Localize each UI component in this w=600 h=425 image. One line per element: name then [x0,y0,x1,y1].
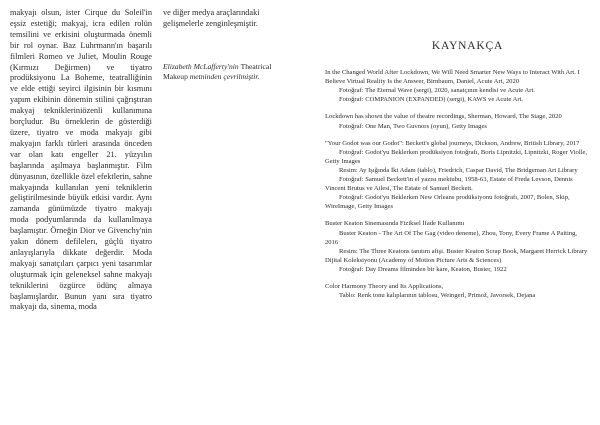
references-list [325,68,590,300]
article-column-2 [163,8,295,82]
reference-entry [325,112,590,130]
article-column-1: makyajı olsun, ister Cirque du Soleil'in eşsiz estetiği; makyaj, icra edilen rolün temsilini ve erkisini oluşturmada önemli bir rol oynar. Baz Luhrmann'ın başarılı filmleri Romeo ve Juliet, Moulin Rouge (Kırmızı Değirmen) ve tiyatro prodüksiyonu La Boheme, teatralliğinin ve elde ettiği seyirci ilgisinin bir kısmını yapım ekibinin dönemin stilini çağrıştıran makyaj teknikleriniözenli kullanımına borçludur. Bu örneklerin de gösterdiği üzere, tiyatro ve moda makyajı gibi makyajın farklı türleri arasında önceden var olan katı engeller 21. yüzyılın başlarında aşılmaya başlanmıştır. Film dünyasının, özellikle özel efektlerin, sahne makyajında kullanılan yeni tekniklerin geliştirilmesinde büyük etkisi vardır. Aynı zamanda günümüzde tiyatro makyajı moda podyumlarında da kullanılmaya başlamıştır. Örneğin Dior ve Givenchy'nin yakın dönem defilelerı, güçlü tiyatro anlayışlarıyla dikkate değerdir. Moda makyajı sanatçıları çarpıcı yeni tasarımlar oluşturmak için geleneksel sahne makyajı tekniklerini özgürce ödünç almaya başlamışlardır. Bunun yanı sıra tiyatro makyajı da, sinema, moda [10,8,152,312]
reference-entry [325,219,590,274]
note-author: Elizabeth McLafferty'nin [163,61,239,71]
reference-credit: Resim: The Three Keatons tanıtım afişi. Buster Keaton Scrap Book, Margaret Herrick Library Dijital Koleksiyonu (Academy of Motion Picture Arts & Sciences) [325,247,588,264]
translation-note [163,62,295,82]
reference-entry [325,282,590,300]
reference-main: Color Harmony Theory and Its Applications, [325,282,444,290]
reference-credit: Resim: Ay Işığında İki Adam (tablo), Friedrich, Caspar David, The Bridgeman Art Library [339,166,578,174]
reference-credit: Tablo: Renk tonu kalıplarının tablosu, Weingerl, Primož, Javorsek, Dejana [339,292,536,300]
article-column-2-text: ve diğer medya araçlarındaki gelişmelerle zenginleşmiştir. [163,8,260,28]
references-title: KAYNAKÇA [431,40,504,52]
reference-credit: Fotoğraf: COMPANION (EXPANDED) (sergi), KAWS ve Acute Art. [339,96,524,104]
reference-credit: Fotoğraf: One Man, Two Guvnors (oyun), Getty Images [339,122,487,130]
reference-credit: Fotoğraf: Godot'yu Beklerken New Orleans prodüksiyonu fotoğrafı, 2007, Bolen, Skip, WireImage, Getty Images [325,194,570,211]
reference-entry [325,68,590,104]
note-title: Theatrical Makeup [163,61,272,81]
reference-credit: Buster Keaton - The Art Of The Gag (video deneme), Zhou, Tony, Every Frame A Paiting, 2016 [325,229,578,246]
note-suffix: metninden çevrilmiştir. [189,71,260,81]
reference-credit: Fotoğraf: Godot'yu Beklerken prodüksiyon fotoğrafı, Boris Lipnitzki, Lipnitzki, Roger Violle, Getty Images [325,148,588,165]
right-page [325,42,590,308]
reference-credit: Fotoğraf: Day Dreams filminden bir kare, Keaton, Buster, 1922 [339,265,507,273]
reference-credit: Fotoğraf: Samuel Beckett'in el yazısı mektubu, 1958-63, Estate of Freda Levson, Dennis Vincent Brutus ve Ailesi, The Estate of Samuel Beckett. [325,176,573,193]
reference-main: Buster Keaton Sinemasında Fiziksel İfade Kullanımı [325,220,465,228]
reference-entry [325,139,590,212]
reference-credit: Fotoğraf: The Eternal Wave (sergi), 2020, sanatçının kendisi ve Acute Art. [339,87,535,95]
reference-main: Lockdown has shown the value of theatre recordings, Sherman, Howard, The Stage, 2020 [325,113,562,121]
reference-main: "Your Godot was our Godot": Beckett's global journeys, Dickson, Andrew, British Library, 2017 [325,139,580,147]
reference-main: In the Changed World After Lockdown, We Will Need Smarter New Ways to Interact With Art. I Believe Virtual Reality Is the Answer, Birnbaum, Daniel, Acute Art, 2020 [325,69,580,86]
